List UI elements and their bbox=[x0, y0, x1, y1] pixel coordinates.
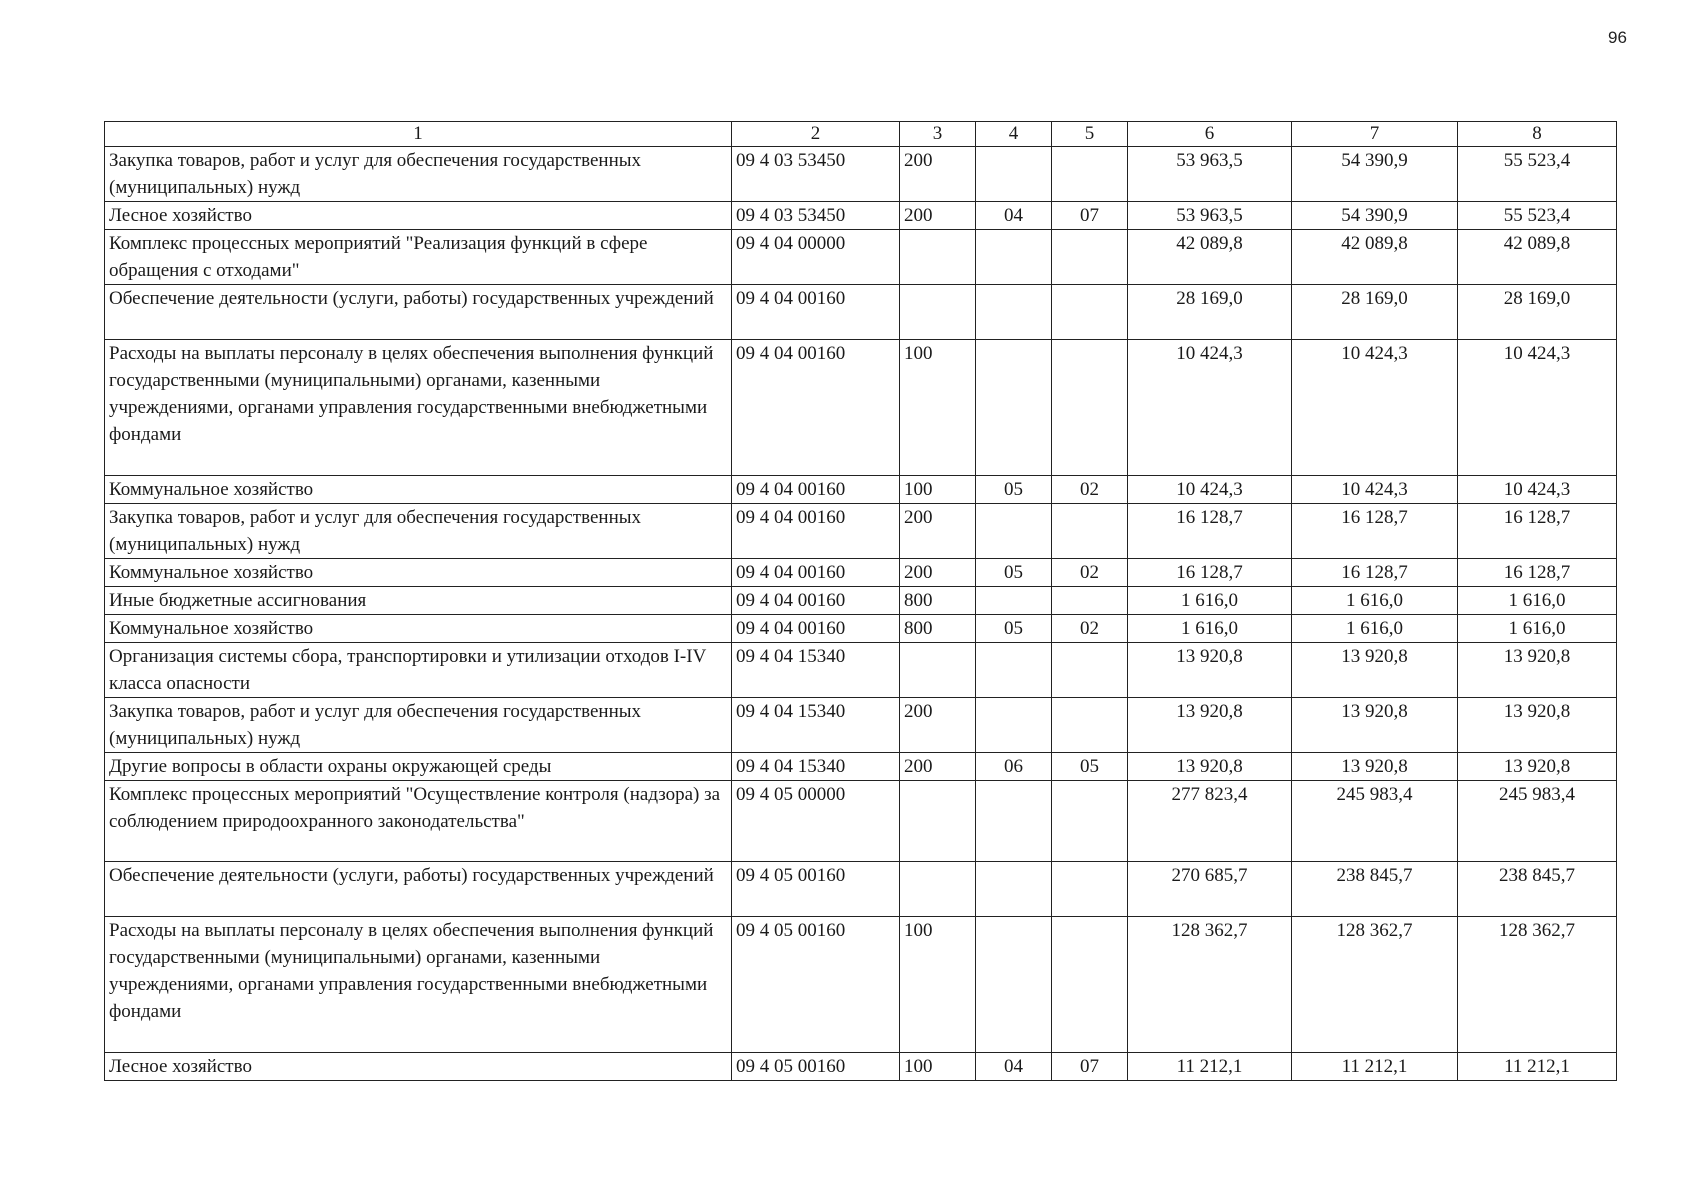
row-amount-col6-cell: 53 963,5 bbox=[1128, 202, 1292, 230]
budget-table bbox=[104, 121, 1617, 1081]
row-name-cell: Закупка товаров, работ и услуг для обеспечения государственных (муниципальных) нужд bbox=[105, 504, 732, 559]
row-expense-type-cell bbox=[900, 230, 976, 285]
row-subsection-cell bbox=[1052, 230, 1128, 285]
table-row bbox=[105, 230, 1617, 285]
row-amount-col7-cell: 128 362,7 bbox=[1292, 917, 1458, 1053]
row-code-cell: 09 4 04 00160 bbox=[732, 559, 900, 587]
header-cell: 5 bbox=[1052, 122, 1128, 147]
row-subsection-cell: 05 bbox=[1052, 753, 1128, 781]
row-code-cell: 09 4 03 53450 bbox=[732, 147, 900, 202]
row-amount-col8-cell: 16 128,7 bbox=[1458, 559, 1617, 587]
row-amount-col6-cell: 16 128,7 bbox=[1128, 504, 1292, 559]
row-expense-type-cell: 200 bbox=[900, 559, 976, 587]
row-name-cell: Комплекс процессных мероприятий "Реализация функций в сфере обращения с отходами" bbox=[105, 230, 732, 285]
row-expense-type-cell bbox=[900, 862, 976, 917]
row-name-cell: Коммунальное хозяйство bbox=[105, 476, 732, 504]
row-subsection-cell bbox=[1052, 285, 1128, 340]
row-section-cell: 05 bbox=[976, 615, 1052, 643]
row-expense-type-cell: 800 bbox=[900, 587, 976, 615]
row-amount-col6-cell: 10 424,3 bbox=[1128, 476, 1292, 504]
row-section-cell bbox=[976, 504, 1052, 559]
row-amount-col8-cell: 10 424,3 bbox=[1458, 340, 1617, 476]
row-code-cell: 09 4 04 15340 bbox=[732, 698, 900, 753]
row-expense-type-cell: 200 bbox=[900, 202, 976, 230]
row-subsection-cell: 02 bbox=[1052, 615, 1128, 643]
row-amount-col6-cell: 28 169,0 bbox=[1128, 285, 1292, 340]
row-expense-type-cell: 200 bbox=[900, 504, 976, 559]
row-amount-col7-cell: 28 169,0 bbox=[1292, 285, 1458, 340]
row-code-cell: 09 4 04 00160 bbox=[732, 340, 900, 476]
row-amount-col7-cell: 13 920,8 bbox=[1292, 643, 1458, 698]
header-cell: 8 bbox=[1458, 122, 1617, 147]
row-section-cell bbox=[976, 340, 1052, 476]
table-row bbox=[105, 476, 1617, 504]
row-section-cell: 05 bbox=[976, 476, 1052, 504]
row-subsection-cell bbox=[1052, 781, 1128, 862]
row-code-cell: 09 4 03 53450 bbox=[732, 202, 900, 230]
row-amount-col6-cell: 53 963,5 bbox=[1128, 147, 1292, 202]
row-name-cell: Расходы на выплаты персоналу в целях обеспечения выполнения функций государственными (муниципальными) органами, казенными учреждениями, органами управления государственными внебюджетными фондами bbox=[105, 917, 732, 1053]
row-amount-col6-cell: 10 424,3 bbox=[1128, 340, 1292, 476]
row-section-cell bbox=[976, 643, 1052, 698]
header-cell: 1 bbox=[105, 122, 732, 147]
row-amount-col7-cell: 1 616,0 bbox=[1292, 587, 1458, 615]
row-name-cell: Комплекс процессных мероприятий "Осуществление контроля (надзора) за соблюдением природоохранного законодательства" bbox=[105, 781, 732, 862]
table-row bbox=[105, 917, 1617, 1053]
header-cell: 4 bbox=[976, 122, 1052, 147]
table-row bbox=[105, 559, 1617, 587]
row-code-cell: 09 4 05 00000 bbox=[732, 781, 900, 862]
table-row bbox=[105, 1053, 1617, 1081]
row-amount-col6-cell: 128 362,7 bbox=[1128, 917, 1292, 1053]
table-row bbox=[105, 643, 1617, 698]
row-section-cell: 04 bbox=[976, 1053, 1052, 1081]
row-amount-col6-cell: 1 616,0 bbox=[1128, 615, 1292, 643]
row-subsection-cell bbox=[1052, 862, 1128, 917]
table-row bbox=[105, 147, 1617, 202]
row-amount-col7-cell: 54 390,9 bbox=[1292, 147, 1458, 202]
row-code-cell: 09 4 05 00160 bbox=[732, 1053, 900, 1081]
row-amount-col8-cell: 13 920,8 bbox=[1458, 698, 1617, 753]
row-amount-col7-cell: 54 390,9 bbox=[1292, 202, 1458, 230]
row-amount-col8-cell: 1 616,0 bbox=[1458, 587, 1617, 615]
row-section-cell bbox=[976, 230, 1052, 285]
row-amount-col7-cell: 10 424,3 bbox=[1292, 340, 1458, 476]
row-code-cell: 09 4 05 00160 bbox=[732, 917, 900, 1053]
row-amount-col7-cell: 238 845,7 bbox=[1292, 862, 1458, 917]
row-name-cell: Расходы на выплаты персоналу в целях обеспечения выполнения функций государственными (муниципальными) органами, казенными учреждениями, органами управления государственными внебюджетными фондами bbox=[105, 340, 732, 476]
row-amount-col6-cell: 13 920,8 bbox=[1128, 698, 1292, 753]
row-amount-col7-cell: 11 212,1 bbox=[1292, 1053, 1458, 1081]
row-expense-type-cell: 100 bbox=[900, 340, 976, 476]
row-code-cell: 09 4 05 00160 bbox=[732, 862, 900, 917]
row-section-cell: 06 bbox=[976, 753, 1052, 781]
row-amount-col6-cell: 277 823,4 bbox=[1128, 781, 1292, 862]
row-section-cell bbox=[976, 698, 1052, 753]
row-code-cell: 09 4 04 00160 bbox=[732, 504, 900, 559]
row-amount-col8-cell: 28 169,0 bbox=[1458, 285, 1617, 340]
row-name-cell: Обеспечение деятельности (услуги, работы) государственных учреждений bbox=[105, 862, 732, 917]
row-name-cell: Лесное хозяйство bbox=[105, 1053, 732, 1081]
table-body bbox=[105, 122, 1617, 1081]
header-cell: 2 bbox=[732, 122, 900, 147]
row-subsection-cell: 02 bbox=[1052, 476, 1128, 504]
row-amount-col8-cell: 10 424,3 bbox=[1458, 476, 1617, 504]
row-code-cell: 09 4 04 15340 bbox=[732, 753, 900, 781]
table-row bbox=[105, 753, 1617, 781]
row-section-cell bbox=[976, 917, 1052, 1053]
row-code-cell: 09 4 04 00160 bbox=[732, 615, 900, 643]
row-amount-col6-cell: 11 212,1 bbox=[1128, 1053, 1292, 1081]
table-row bbox=[105, 504, 1617, 559]
row-amount-col7-cell: 245 983,4 bbox=[1292, 781, 1458, 862]
row-expense-type-cell: 100 bbox=[900, 476, 976, 504]
row-amount-col8-cell: 238 845,7 bbox=[1458, 862, 1617, 917]
row-amount-col8-cell: 1 616,0 bbox=[1458, 615, 1617, 643]
row-name-cell: Лесное хозяйство bbox=[105, 202, 732, 230]
header-cell: 3 bbox=[900, 122, 976, 147]
table-row bbox=[105, 340, 1617, 476]
row-subsection-cell: 02 bbox=[1052, 559, 1128, 587]
row-expense-type-cell bbox=[900, 643, 976, 698]
row-amount-col7-cell: 16 128,7 bbox=[1292, 559, 1458, 587]
row-amount-col6-cell: 42 089,8 bbox=[1128, 230, 1292, 285]
row-section-cell bbox=[976, 862, 1052, 917]
table-row bbox=[105, 781, 1617, 862]
row-amount-col7-cell: 1 616,0 bbox=[1292, 615, 1458, 643]
row-name-cell: Коммунальное хозяйство bbox=[105, 615, 732, 643]
row-amount-col8-cell: 55 523,4 bbox=[1458, 202, 1617, 230]
row-expense-type-cell bbox=[900, 285, 976, 340]
table-row bbox=[105, 615, 1617, 643]
row-subsection-cell bbox=[1052, 698, 1128, 753]
row-amount-col8-cell: 13 920,8 bbox=[1458, 753, 1617, 781]
row-code-cell: 09 4 04 00160 bbox=[732, 476, 900, 504]
row-subsection-cell bbox=[1052, 504, 1128, 559]
row-expense-type-cell bbox=[900, 781, 976, 862]
row-amount-col6-cell: 1 616,0 bbox=[1128, 587, 1292, 615]
page-number: 96 bbox=[1608, 28, 1627, 47]
row-subsection-cell: 07 bbox=[1052, 202, 1128, 230]
row-section-cell bbox=[976, 285, 1052, 340]
row-section-cell: 05 bbox=[976, 559, 1052, 587]
row-section-cell: 04 bbox=[976, 202, 1052, 230]
row-name-cell: Организация системы сбора, транспортировки и утилизации отходов I-IV класса опасности bbox=[105, 643, 732, 698]
table-row bbox=[105, 202, 1617, 230]
row-amount-col7-cell: 13 920,8 bbox=[1292, 753, 1458, 781]
row-amount-col7-cell: 16 128,7 bbox=[1292, 504, 1458, 559]
row-amount-col8-cell: 245 983,4 bbox=[1458, 781, 1617, 862]
row-amount-col8-cell: 128 362,7 bbox=[1458, 917, 1617, 1053]
header-cell: 7 bbox=[1292, 122, 1458, 147]
row-amount-col6-cell: 16 128,7 bbox=[1128, 559, 1292, 587]
row-subsection-cell bbox=[1052, 587, 1128, 615]
row-expense-type-cell: 200 bbox=[900, 698, 976, 753]
row-subsection-cell bbox=[1052, 340, 1128, 476]
row-code-cell: 09 4 04 15340 bbox=[732, 643, 900, 698]
row-name-cell: Закупка товаров, работ и услуг для обеспечения государственных (муниципальных) нужд bbox=[105, 147, 732, 202]
row-amount-col8-cell: 42 089,8 bbox=[1458, 230, 1617, 285]
table-row bbox=[105, 587, 1617, 615]
table-row bbox=[105, 862, 1617, 917]
table-header-row bbox=[105, 122, 1617, 147]
header-cell: 6 bbox=[1128, 122, 1292, 147]
row-amount-col6-cell: 13 920,8 bbox=[1128, 753, 1292, 781]
row-subsection-cell bbox=[1052, 643, 1128, 698]
row-amount-col6-cell: 270 685,7 bbox=[1128, 862, 1292, 917]
row-section-cell bbox=[976, 587, 1052, 615]
table-row bbox=[105, 285, 1617, 340]
row-amount-col8-cell: 55 523,4 bbox=[1458, 147, 1617, 202]
row-subsection-cell bbox=[1052, 917, 1128, 1053]
row-amount-col7-cell: 10 424,3 bbox=[1292, 476, 1458, 504]
row-subsection-cell bbox=[1052, 147, 1128, 202]
row-name-cell: Обеспечение деятельности (услуги, работы) государственных учреждений bbox=[105, 285, 732, 340]
row-expense-type-cell: 800 bbox=[900, 615, 976, 643]
row-amount-col8-cell: 13 920,8 bbox=[1458, 643, 1617, 698]
table-row bbox=[105, 698, 1617, 753]
row-expense-type-cell: 200 bbox=[900, 753, 976, 781]
row-amount-col8-cell: 11 212,1 bbox=[1458, 1053, 1617, 1081]
row-code-cell: 09 4 04 00000 bbox=[732, 230, 900, 285]
row-code-cell: 09 4 04 00160 bbox=[732, 285, 900, 340]
row-name-cell: Закупка товаров, работ и услуг для обеспечения государственных (муниципальных) нужд bbox=[105, 698, 732, 753]
row-expense-type-cell: 100 bbox=[900, 917, 976, 1053]
row-amount-col7-cell: 13 920,8 bbox=[1292, 698, 1458, 753]
row-code-cell: 09 4 04 00160 bbox=[732, 587, 900, 615]
row-expense-type-cell: 100 bbox=[900, 1053, 976, 1081]
row-subsection-cell: 07 bbox=[1052, 1053, 1128, 1081]
row-name-cell: Иные бюджетные ассигнования bbox=[105, 587, 732, 615]
row-expense-type-cell: 200 bbox=[900, 147, 976, 202]
row-name-cell: Коммунальное хозяйство bbox=[105, 559, 732, 587]
row-amount-col6-cell: 13 920,8 bbox=[1128, 643, 1292, 698]
row-section-cell bbox=[976, 147, 1052, 202]
row-name-cell: Другие вопросы в области охраны окружающей среды bbox=[105, 753, 732, 781]
row-section-cell bbox=[976, 781, 1052, 862]
row-amount-col7-cell: 42 089,8 bbox=[1292, 230, 1458, 285]
row-amount-col8-cell: 16 128,7 bbox=[1458, 504, 1617, 559]
